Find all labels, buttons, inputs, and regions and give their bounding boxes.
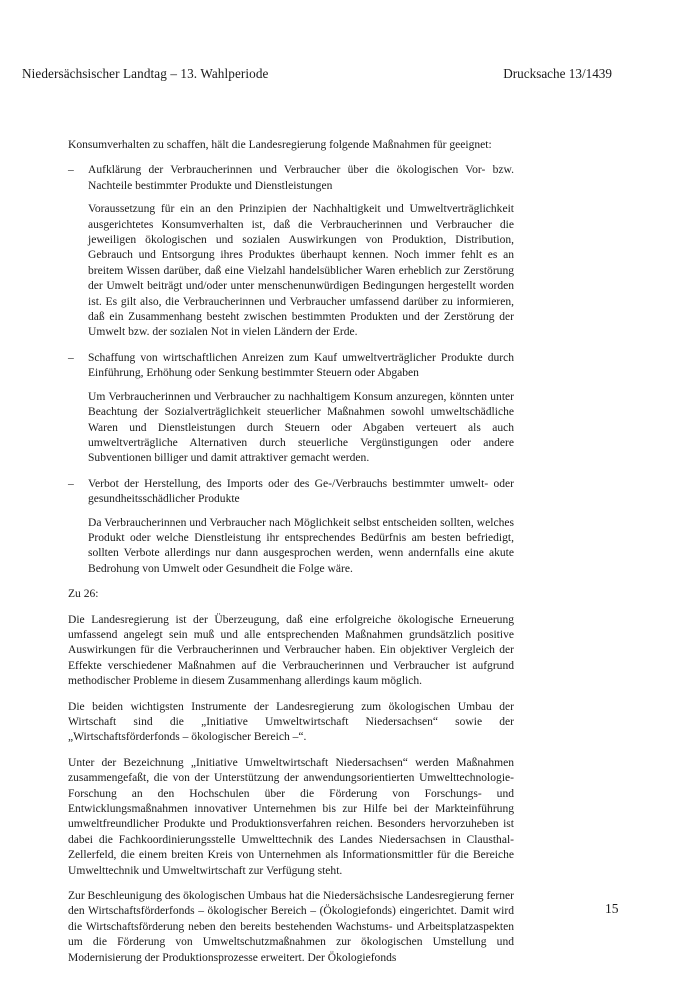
header-title: Niedersächsischer Landtag – 13. Wahlperiode <box>22 66 269 81</box>
page-header <box>22 66 612 86</box>
section-heading: Zu 26: <box>68 588 99 601</box>
intro-paragraph: Konsumverhalten zu schaffen, hält die Landesregierung folgende Maßnahmen für geeignet: <box>68 139 492 151</box>
bullet-text: Verbot der Herstellung, des Imports oder des Ge-/Verbrauchs bestimmter umwelt- oder gesundheitsschädlicher Produkte <box>88 477 514 506</box>
bullet-dash: – <box>68 477 74 490</box>
bullet-explanation: Da Verbraucherinnen und Verbraucher nach Möglichkeit selbst entscheiden sollten, welches Produkt oder welche Dienstleistung ihr entsprechendes Bedürfnis am besten befriedigt, sollten Verbote allerdings nur dann ausgesprochen werden, wenn andernfalls eine akute Bedrohung von Umwelt oder Gesundheit die Folge wäre. <box>88 516 514 575</box>
bullet-explanation: Um Verbraucherinnen und Verbraucher zu nachhaltigem Konsum anzuregen, könnten unter Beachtung der Sozialverträglichkeit steuerlicher Maßnahmen sowohl umweltschädliche Waren und Dienstleistungen durch Steuern oder Abgaben verteuert als auch umweltverträgliche Alternativen durch steuerliche Vergünstigungen oder andere Subventionen billiger und damit attraktiver gemacht werden. <box>88 390 514 465</box>
bullet-item <box>68 477 514 508</box>
bullet-text: Aufklärung der Verbraucherinnen und Verbraucher über die ökologischen Vor- bzw. Nachteile bestimmter Produkte und Dienstleistungen <box>88 164 514 192</box>
bullet-item <box>68 163 514 194</box>
bullet-dash: – <box>68 164 74 177</box>
body-paragraph: Die beiden wichtigsten Instrumente der Landesregierung zum ökologischen Umbau der Wirtschaft sind die „Initiative Umweltwirtschaft Niedersachsen“ sowie der „Wirtschaftsförderfonds – ökologischer Bereich –“. <box>68 700 514 744</box>
bullet-item <box>68 351 514 382</box>
bullet-text: Schaffung von wirtschaftlichen Anreizen zum Kauf umweltverträglicher Produkte durch Einführung, Erhöhung oder Senkung bestimmter Steuern oder Abgaben <box>88 351 514 380</box>
bullet-dash: – <box>68 351 74 364</box>
document-body <box>68 138 514 966</box>
document-number: Drucksache 13/1439 <box>503 66 612 81</box>
page-number: 15 <box>605 901 619 916</box>
body-paragraph: Die Landesregierung ist der Überzeugung, daß eine erfolgreiche ökologische Erneuerung umfassend angelegt sein muß und alle entsprechenden Maßnahmen grundsätzlich positive Auswirkungen für die Verbraucherinnen und Verbraucher haben. Ein objektiver Vergleich der Effekte verschiedener Maßnahmen auf die Verbraucherinnen und Verbraucher ist aufgrund methodischer Probleme in diesem Zusammenhang allerdings kaum möglich. <box>68 613 514 688</box>
bullet-explanation: Voraussetzung für ein an den Prinzipien der Nachhaltigkeit und Umweltverträglichkeit ausgerichtetes Konsumverhalten ist, daß die Verbraucherinnen und Verbraucher die jeweiligen ökologischen und sozialen Auswirkungen von Produktion, Distribution, Gebrauch und Entsorgung ihres Produktes überhaupt kennen. Noch immer fehlt es an breitem Wissen darüber, daß eine Vielzahl handelsüblicher Waren erheblich zur Zerstörung der Umwelt beiträgt und/oder unter menschenunwürdigen Bedingungen hergestellt worden ist. Es gilt also, die Verbraucherinnen und Verbraucher umfassend darüber zu informieren, daß ein Zusammenhang besteht zwischen bestimmten Produkten und der Zerstörung der Umwelt bzw. der sozialen Not in vielen Ländern der Erde. <box>88 203 514 339</box>
body-paragraph: Unter der Bezeichnung „Initiative Umweltwirtschaft Niedersachsen“ werden Maßnahmen zusammengefaßt, die von der Unterstützung der anwendungsorientierten Umwelttechnologie-Forschung an den Hochschulen über die Förderung von Forschungs- und Entwicklungsmaßnahmen innovativer Unternehmen bis zur Hilfe bei der Markteinführung umweltfreundlicher Produkte und Produktionsverfahren reichen. Besonders hervorzuheben ist dabei die Fachkoordinierungsstelle Umwelttechnik des Landes Niedersachsen in Clausthal-Zellerfeld, die einem breiten Kreis von Unternehmen als Informationsmittler für die Bereiche Umwelttechnik und Umweltwirtschaft zur Verfügung steht. <box>68 756 514 877</box>
body-paragraph: Zur Beschleunigung des ökologischen Umbaus hat die Niedersächsische Landesregierung ferner den Wirtschaftsförderfonds – ökologischer Bereich – (Ökologiefonds) eingerichtet. Damit wird die Wirtschaftsförderung neben den bereits bestehenden Wachstums- und Arbeitsplatzaspekten um die Förderung von Umweltschutzmaßnahmen zur ökologischen Umstellung und Modernisierung der Produktionsprozesse erweitert. Der Ökologiefonds <box>68 890 515 964</box>
